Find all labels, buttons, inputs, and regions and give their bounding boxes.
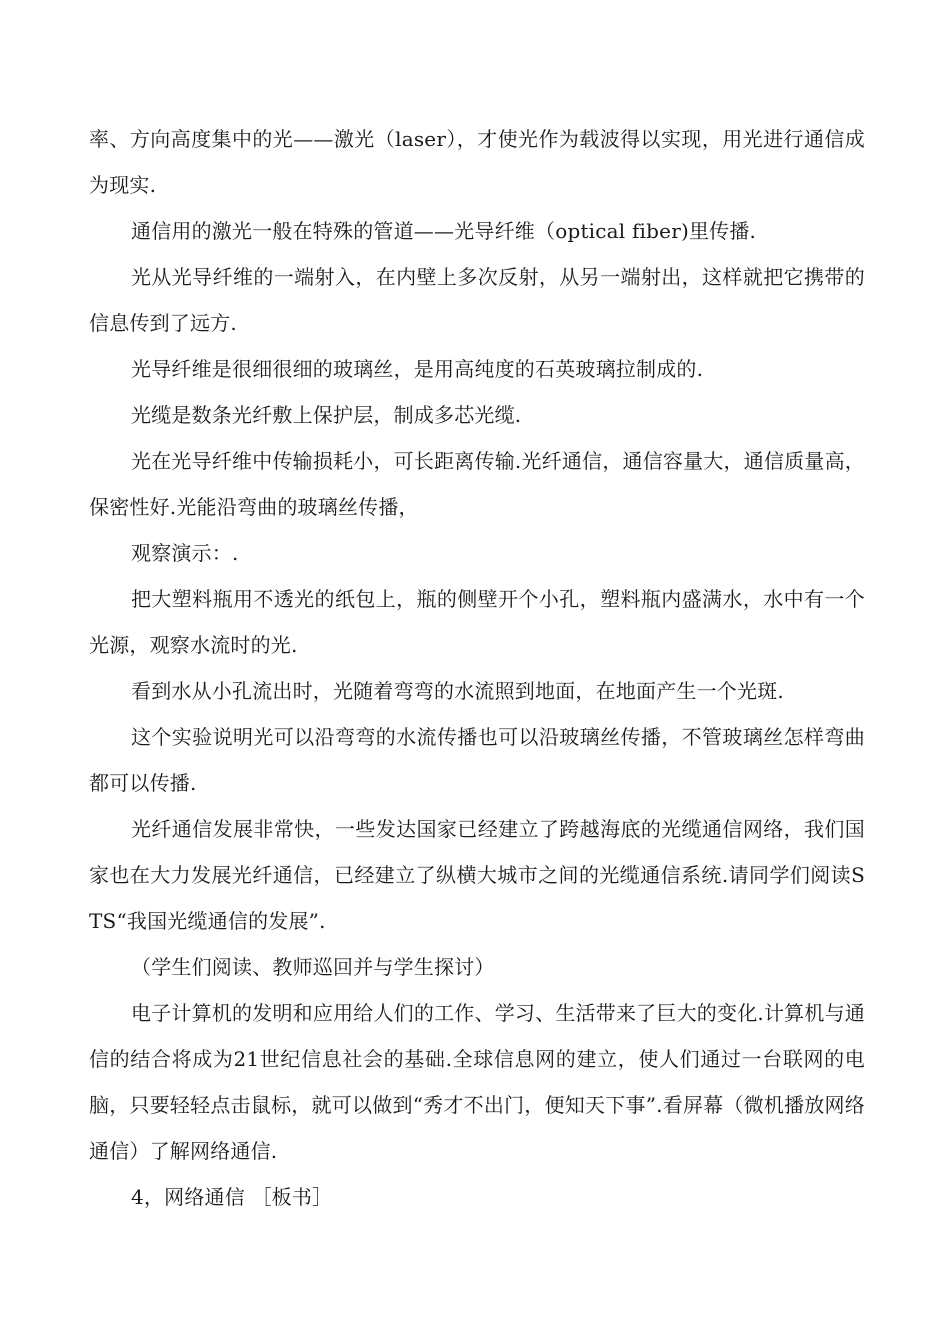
paragraph-11: 光纤通信发展非常快，一些发达国家已经建立了跨越海底的光缆通信网络，我们国家也在大力发展光纤通信，已经建立了纵横大城市之间的光缆通信系统.请同学们阅读STS“我国光缆通信的发展”. [89, 817, 865, 933]
paragraph-13: 电子计算机的发明和应用给人们的工作、学习、生活带来了巨大的变化.计算机与通信的结合将成为21世纪信息社会的基础.全球信息网的建立，使人们通过一台联网的电脑，只要轻轻点击鼠标，就可以做到“秀才不出门，便知天下事”.看屏幕（微机播放网络通信）了解网络通信. [89, 1001, 865, 1163]
paragraph-7: 观察演示：. [131, 541, 239, 565]
paragraph-12: （学生们阅读、教师巡回并与学生探讨） [131, 955, 495, 979]
paragraph-14: 4，网络通信 ［板书］ [131, 1185, 333, 1209]
paragraph-5: 光缆是数条光纤敷上保护层，制成多芯光缆. [131, 403, 522, 427]
paragraph-3: 光从光导纤维的一端射入，在内壁上多次反射，从另一端射出，这样就把它携带的信息传到了远方. [89, 265, 865, 335]
paragraph-8: 把大塑料瓶用不透光的纸包上，瓶的侧壁开个小孔，塑料瓶内盛满水，水中有一个光源，观察水流时的光. [89, 587, 865, 657]
paragraph-9: 看到水从小孔流出时，光随着弯弯的水流照到地面，在地面产生一个光斑. [131, 679, 784, 703]
paragraph-6: 光在光导纤维中传输损耗小，可长距离传输.光纤通信，通信容量大，通信质量高，保密性好.光能沿弯曲的玻璃丝传播， [89, 449, 865, 519]
paragraph-2: 通信用的激光一般在特殊的管道——光导纤维（optical fiber)里传播. [131, 219, 757, 243]
paragraph-10: 这个实验说明光可以沿弯弯的水流传播也可以沿玻璃丝传播，不管玻璃丝怎样弯曲都可以传播. [89, 725, 865, 795]
document-body [89, 116, 865, 1220]
paragraph-4: 光导纤维是很细很细的玻璃丝，是用高纯度的石英玻璃拉制成的. [131, 357, 704, 381]
paragraph-1: 率、方向高度集中的光——激光（laser），才使光作为载波得以实现，用光进行通信成为现实. [89, 127, 865, 197]
